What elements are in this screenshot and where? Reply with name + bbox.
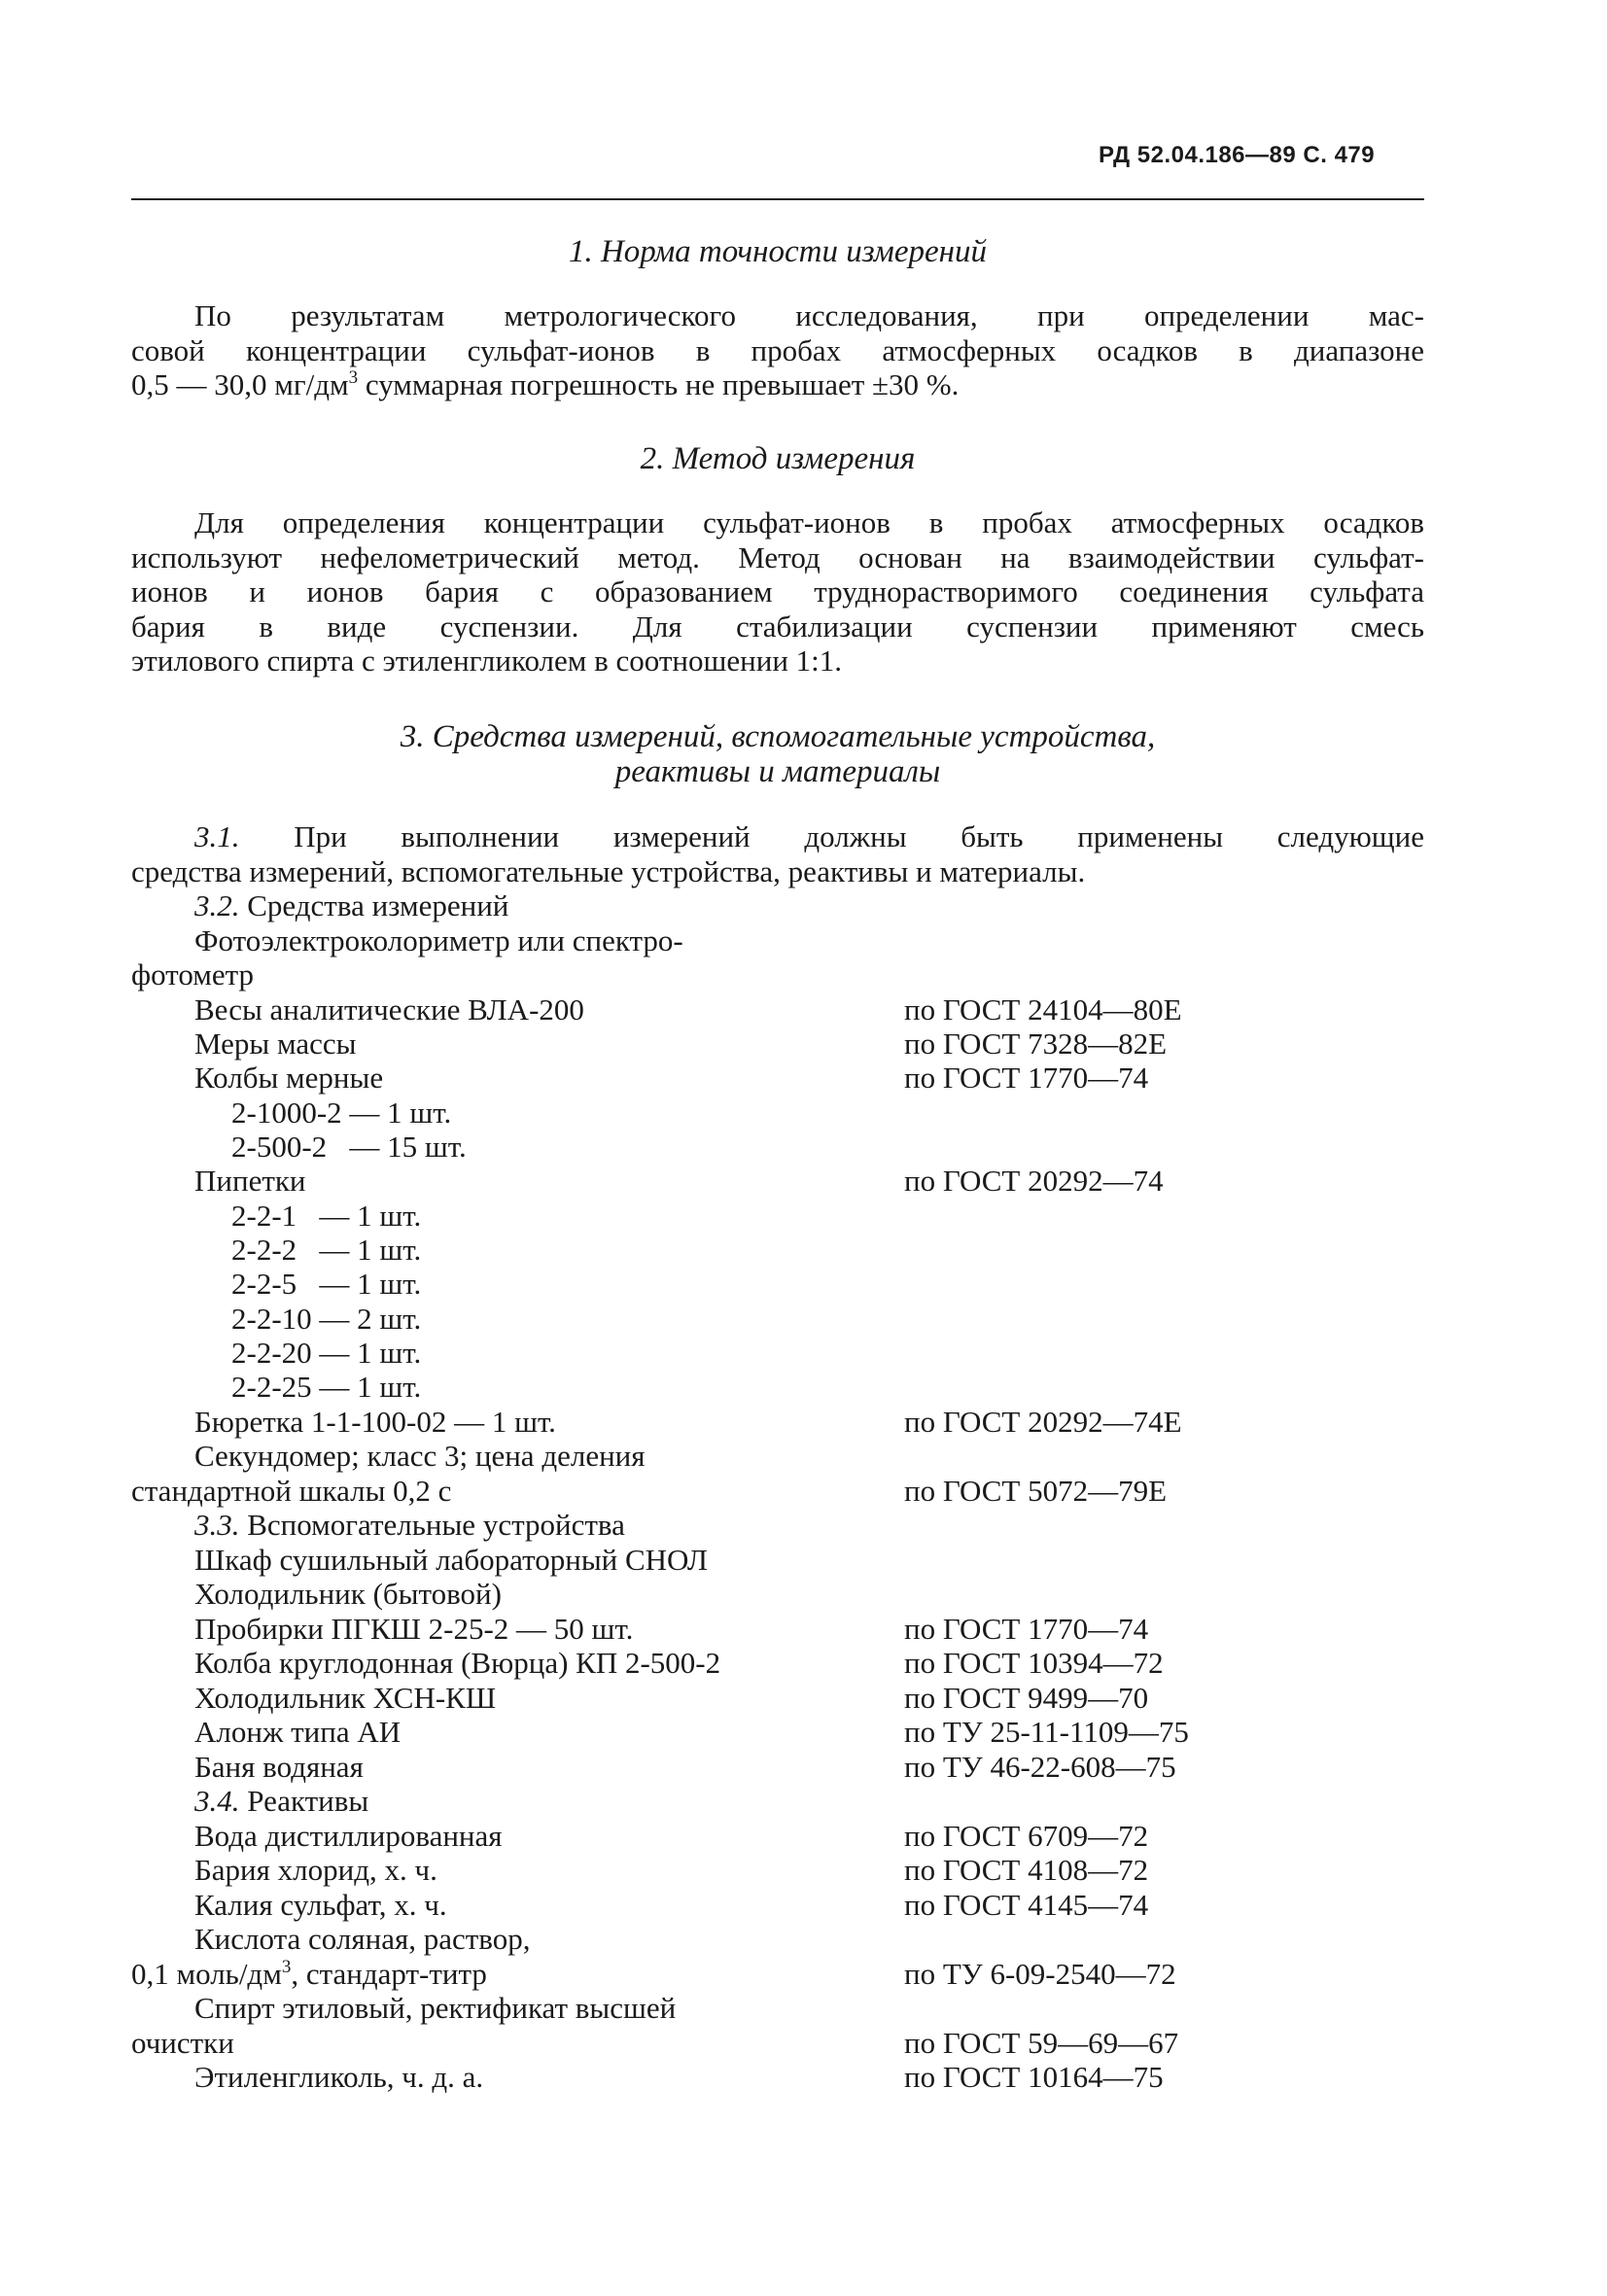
- pipettes-item: Пипетки: [194, 1164, 306, 1198]
- bath-item: Баня водяная: [194, 1750, 364, 1784]
- weights-item: Меры массы: [194, 1026, 357, 1061]
- glycol-item: Этиленгликоль, ч. д. а.: [194, 2060, 484, 2094]
- bacl-item: Бария хлорид, х. ч.: [194, 1853, 437, 1887]
- hcl-form: , стандарт-титр: [291, 1957, 487, 1991]
- condenser-standard: по ГОСТ 9499—70: [904, 1681, 1149, 1715]
- section2-line-3: ионов и ионов бария с образованием труднорастворимого соединения сульфата: [131, 574, 1424, 609]
- section3-title-line-2: реактивы и материалы: [614, 754, 941, 789]
- pipettes-standard: по ГОСТ 20292—74: [904, 1164, 1164, 1198]
- flasks-item: Колбы мерные: [194, 1061, 384, 1095]
- section1-line-2: совой концентрации сульфат-ионов в пробах атмосферных осадков в диапазоне: [131, 332, 1424, 367]
- section1-line-1: По результатам метрологического исследования, при определении мас-: [194, 298, 1424, 332]
- p31-line-1: [131, 819, 1424, 854]
- hcl-line-2: [131, 1957, 487, 1992]
- ethanol-standard: по ГОСТ 59—69—67: [904, 2026, 1179, 2060]
- adapter-standard: по ТУ 25-11-1109—75: [904, 1715, 1189, 1749]
- p34-number: 3.4.: [194, 1784, 240, 1818]
- section2-line-2: используют нефелометрический метод. Метод основан на взаимодействии сульфат-: [131, 539, 1424, 574]
- p32-number: 3.2.: [194, 888, 240, 922]
- p31-number: 3.1.: [194, 819, 240, 853]
- pipette-size-3: 2-2-5 — 1 шт.: [231, 1267, 422, 1301]
- rbflask-standard: по ГОСТ 10394—72: [904, 1646, 1164, 1680]
- running-header: РД 52.04.186—89 С. 479: [1099, 142, 1376, 168]
- flask-size-1: 2-1000-2 — 1 шт.: [231, 1096, 452, 1130]
- p34-title: Реактивы: [239, 1784, 369, 1818]
- pipette-size-4: 2-2-10 — 2 шт.: [231, 1302, 422, 1336]
- glycol-standard: по ГОСТ 10164—75: [904, 2060, 1164, 2094]
- pipette-size-1: 2-2-1 — 1 шт.: [231, 1199, 422, 1233]
- superscript: 3: [281, 1957, 292, 1977]
- p33-number: 3.3.: [194, 1508, 240, 1542]
- water-standard: по ГОСТ 6709—72: [904, 1819, 1149, 1853]
- oven-item: Шкаф сушильный лабораторный СНОЛ: [194, 1543, 708, 1577]
- k2so4-item: Калия сульфат, х. ч.: [194, 1888, 447, 1922]
- condenser-item: Холодильник ХСН-КШ: [194, 1681, 497, 1715]
- weights-standard: по ГОСТ 7328—82Е: [904, 1026, 1168, 1061]
- rbflask-item: Колба круглодонная (Вюрца) КП 2-500-2: [194, 1646, 721, 1680]
- adapter-item: Алонж типа АИ: [194, 1715, 402, 1749]
- p31-text: При выполнении измерений должны быть применены следующие: [239, 819, 1424, 853]
- hcl-conc: 0,1 моль/дм: [131, 1957, 282, 1991]
- p33-heading: [194, 1508, 625, 1543]
- p33-title: Вспомогательные устройства: [239, 1508, 625, 1542]
- ethanol-line-1: Спирт этиловый, ректификат высшей: [194, 1991, 677, 2025]
- pipette-size-6: 2-2-25 — 1 шт.: [231, 1370, 422, 1404]
- section2-title: 2. Метод измерения: [640, 441, 916, 476]
- fridge-item: Холодильник (бытовой): [194, 1577, 502, 1611]
- bacl-standard: по ГОСТ 4108—72: [904, 1853, 1149, 1887]
- flasks-standard: по ГОСТ 1770—74: [904, 1061, 1149, 1095]
- k2so4-standard: по ГОСТ 4145—74: [904, 1888, 1149, 1922]
- p32-title: Средства измерений: [239, 888, 509, 922]
- section2-paragraph: [131, 505, 1424, 678]
- bath-standard: по ТУ 46-22-608—75: [904, 1750, 1176, 1784]
- section2-line-1: Для определения концентрации сульфат-ионов в пробах атмосферных осадков: [194, 505, 1424, 539]
- section1-title: 1. Норма точности измерений: [568, 234, 988, 269]
- hcl-line-1: Кислота соляная, раствор,: [194, 1922, 531, 1956]
- hcl-standard: по ТУ 6-09-2540—72: [904, 1957, 1176, 1991]
- pipette-size-2: 2-2-2 — 1 шт.: [231, 1233, 422, 1267]
- ethanol-line-2: очистки: [131, 2026, 234, 2060]
- p31-line-2: средства измерений, вспомогательные устройства, реактивы и материалы.: [131, 853, 1086, 888]
- stopwatch-line-1: Секундомер; класс 3; цена деления: [194, 1439, 646, 1473]
- header-rule: [131, 198, 1424, 200]
- p31-paragraph: [131, 819, 1424, 888]
- section2-line-5: этилового спирта с этиленгликолем в соотношении 1:1.: [131, 644, 843, 678]
- section2-line-4: бария в виде суспензии. Для стабилизации суспензии применяют смесь: [131, 609, 1424, 644]
- p32-heading: [194, 888, 508, 923]
- range-text: 0,5 — 30,0 мг/дм: [131, 367, 349, 401]
- section1-line-3: [131, 367, 1424, 402]
- tubes-standard: по ГОСТ 1770—74: [904, 1612, 1149, 1646]
- error-text: суммарная погрешность не превышает ±30 %.: [358, 367, 960, 401]
- photometer-line-2: фотометр: [131, 957, 255, 991]
- burette-standard: по ГОСТ 20292—74Е: [904, 1405, 1182, 1439]
- balance-standard: по ГОСТ 24104—80Е: [904, 992, 1182, 1026]
- balance-item: Весы аналитические ВЛА-200: [194, 992, 584, 1026]
- superscript: 3: [348, 367, 359, 388]
- water-item: Вода дистиллированная: [194, 1819, 503, 1853]
- p34-heading: [194, 1784, 368, 1819]
- burette-item: Бюретка 1-1-100-02 — 1 шт.: [194, 1405, 556, 1439]
- photometer-line-1: Фотоэлектроколориметр или спектро-: [194, 923, 683, 957]
- stopwatch-line-2: стандартной шкалы 0,2 с: [131, 1474, 452, 1508]
- section1-paragraph: [131, 298, 1424, 402]
- flask-size-2: 2-500-2 — 15 шт.: [231, 1130, 467, 1164]
- pipette-size-5: 2-2-20 — 1 шт.: [231, 1336, 422, 1370]
- tubes-item: Пробирки ПГКШ 2-25-2 — 50 шт.: [194, 1612, 634, 1646]
- stopwatch-standard: по ГОСТ 5072—79Е: [904, 1474, 1168, 1508]
- section3-title-line-1: 3. Средства измерений, вспомогательные устройства,: [400, 719, 1156, 754]
